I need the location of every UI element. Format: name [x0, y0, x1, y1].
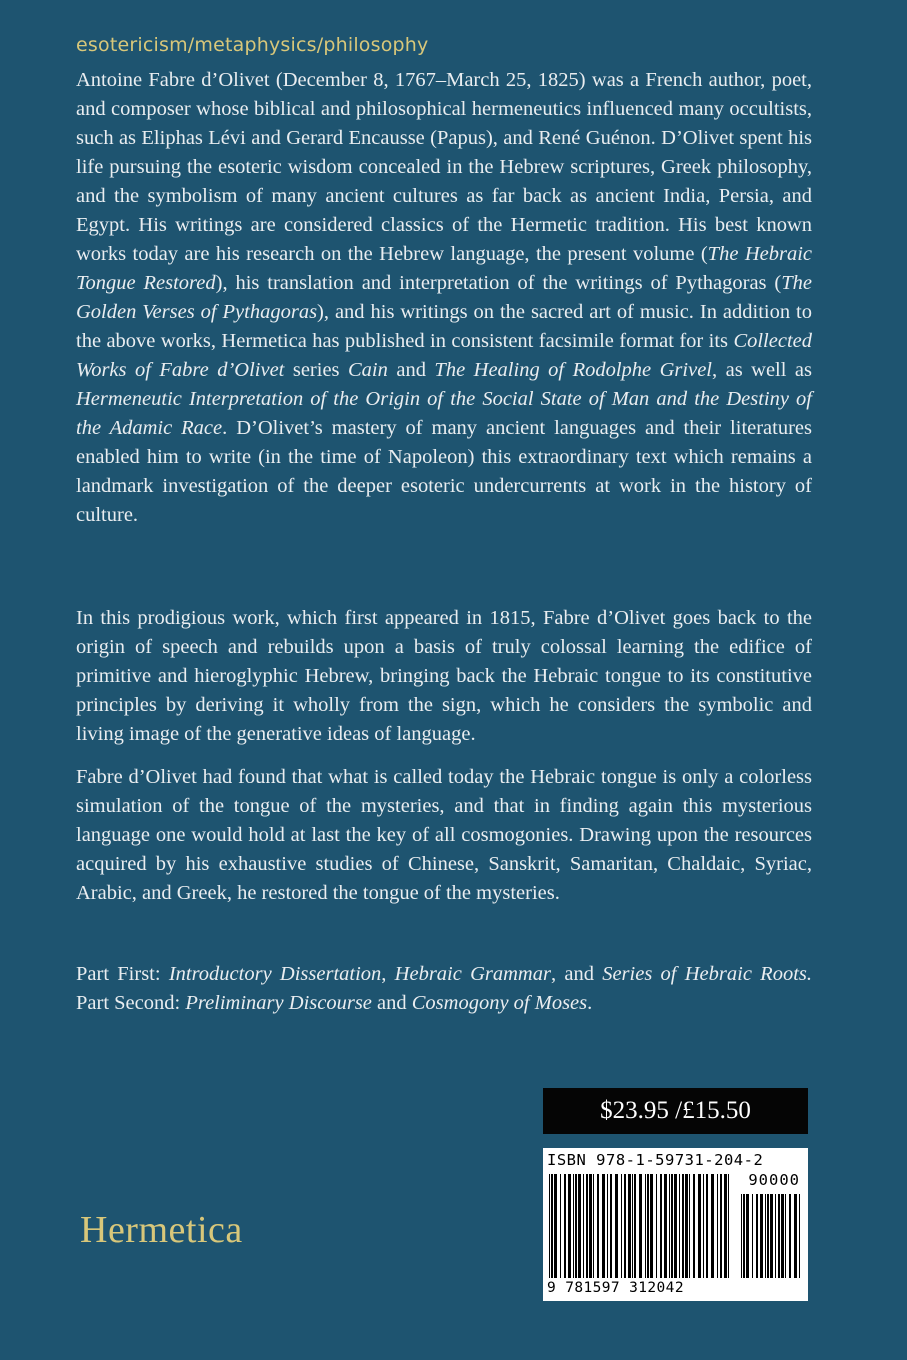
- barcode-bar: [679, 1174, 680, 1278]
- barcode-bar: [706, 1174, 708, 1278]
- publisher-logo: Hermetica: [80, 1209, 243, 1251]
- barcode-bar: [621, 1174, 622, 1278]
- p1-segment-5: Collected Works of Fabre d’Olivet: [76, 330, 812, 381]
- barcode-bar: [752, 1194, 753, 1278]
- barcode-bar: [728, 1174, 729, 1278]
- barcode-bar: [765, 1194, 766, 1278]
- barcode-bar: [639, 1174, 642, 1278]
- barcode-bar: [624, 1174, 626, 1278]
- barcode-bar: [689, 1174, 690, 1278]
- barcode-bar: [647, 1174, 649, 1278]
- barcode-bar: [589, 1174, 592, 1278]
- p4-segment-5: Series of Hebraic Roots.: [602, 963, 812, 985]
- p4-segment-8: and: [371, 992, 412, 1014]
- barcode-bar: [650, 1174, 653, 1278]
- barcode-bar: [685, 1174, 688, 1278]
- p1-segment-1: The Hebraic Tongue Restored: [76, 243, 812, 294]
- p3-segment-0: Fabre d’Olivet had found that what is called today the Hebraic tongue is only a colorless simulation of the tongue of the mysteries, and that in finding again this mysterious language one would hold at last the key of all cosmogonies. Drawing upon the resources acquired by his exhaustive studies of Chinese, Sanskrit, Samaritan, Chaldaic, Syriac, Arabic, and Greek, he restored the tongue of the mysteries.: [76, 766, 812, 904]
- barcode-box: [543, 1148, 808, 1301]
- barcode-bar: [656, 1174, 657, 1278]
- p1-segment-8: and: [387, 359, 435, 381]
- barcode-bar: [664, 1174, 667, 1278]
- p4-segment-10: .: [587, 992, 593, 1014]
- barcode-bar: [660, 1174, 662, 1278]
- description-paragraph-3: [76, 763, 812, 908]
- barcode-bar: [583, 1174, 584, 1278]
- p4-segment-7: Preliminary Discourse: [185, 992, 372, 1014]
- barcode-bar: [602, 1174, 605, 1278]
- p1-segment-7: Cain: [348, 359, 388, 381]
- barcode-bar: [669, 1174, 670, 1278]
- barcode-bar: [671, 1174, 673, 1278]
- p1-segment-10: , as well as: [712, 359, 812, 381]
- barcode-bar: [775, 1194, 776, 1278]
- barcode-bar: [586, 1174, 588, 1278]
- contents-paragraph: [76, 960, 812, 1018]
- barcode-bar: [760, 1194, 763, 1278]
- barcode-bar: [799, 1194, 800, 1278]
- p4-segment-1: Introductory Dissertation: [168, 963, 382, 985]
- barcode-bar: [551, 1174, 553, 1278]
- barcode-bar: [781, 1194, 784, 1278]
- p4-segment-3: Hebraic Grammar: [394, 963, 551, 985]
- barcode-bar: [568, 1174, 571, 1278]
- barcode-bar: [610, 1174, 612, 1278]
- barcode-bar: [628, 1174, 631, 1278]
- barcode-bar: [634, 1174, 636, 1278]
- p4-segment-2: ,: [381, 963, 395, 985]
- barcode-bar: [573, 1174, 574, 1278]
- barcode-bar: [693, 1174, 695, 1278]
- barcode-bar: [720, 1174, 722, 1278]
- category-label: esotericism/metaphysics/philosophy: [76, 34, 429, 56]
- p4-segment-9: Cosmogony of Moses: [411, 992, 588, 1014]
- p4-segment-4: , and: [550, 963, 603, 985]
- barcode-bar: [743, 1194, 745, 1278]
- barcode-bar: [615, 1174, 618, 1278]
- barcode-bar: [717, 1174, 718, 1278]
- isbn-label: ISBN 978-1-59731-204-2: [547, 1151, 764, 1169]
- p2-segment-0: In this prodigious work, which first appeared in 1815, Fabre d’Olivet goes back to the origin of speech and rebuilds upon a basis of truly colossal learning the edifice of primitive and hieroglyphic Hebrew, bringing back the Hebraic tongue to its constitutive principles by deriving it wholly from the sign, which he considers the symbolic and living image of the generative ideas of language.: [76, 607, 812, 745]
- p4-segment-0: Part First:: [76, 963, 169, 985]
- price-label: $23.95 /£15.50: [543, 1088, 808, 1134]
- barcode-bar: [767, 1194, 769, 1278]
- description-paragraph-2: [76, 604, 812, 749]
- barcode-bar: [698, 1174, 701, 1278]
- barcode-bar: [607, 1174, 608, 1278]
- p1-segment-12: . D’Olivet’s mastery of many ancient languages and their literatures enabled him to write (in the time of Napoleon) this extraordinary text which remains a landmark investigation of the deeper esoteric undercurrents at work in the history of culture.: [76, 417, 813, 526]
- p1-segment-0: Antoine Fabre d’Olivet (December 8, 1767–March 25, 1825) was a French author, poet, and composer whose biblical and philosophical hermeneutics influenced many occultists, such as Eliphas Lévi and Gerard Encausse (Papus), and René Guénon. D’Olivet spent his life pursuing the esoteric wisdom concealed in the Hebrew scriptures, Greek philosophy, and the symbolism of many ancient cultures as far back as ancient India, Persia, and Egypt. His writings are considered classics of the Hermetic tradition. His best known works today are his research on the Hebrew language, the present volume (: [76, 69, 812, 265]
- barcode-bar: [778, 1194, 780, 1278]
- p1-segment-11: Hermeneutic Interpretation of the Origin of the Social State of Man and the Destiny of the Adamic Race: [76, 388, 812, 439]
- barcode-bar: [756, 1194, 758, 1278]
- price-code: 90000: [748, 1171, 800, 1189]
- barcode-bar: [785, 1194, 786, 1278]
- p1-segment-3: The Golden Verses of Pythagoras: [76, 272, 812, 323]
- barcode-digits: 9 781597 312042: [547, 1280, 684, 1296]
- p4-segment-6: Part Second:: [76, 992, 186, 1014]
- barcode-bar: [593, 1174, 594, 1278]
- p1-segment-9: The Healing of Rodolphe Grivel: [434, 359, 712, 381]
- barcode-bar: [597, 1174, 599, 1278]
- barcode-bar: [746, 1194, 749, 1278]
- description-paragraph-1: [76, 66, 812, 530]
- barcode-bar: [682, 1174, 684, 1278]
- barcode-bar: [770, 1194, 773, 1278]
- barcode-bar: [645, 1174, 646, 1278]
- barcode-bar: [741, 1194, 742, 1278]
- barcode-bar: [632, 1174, 633, 1278]
- barcode-bar: [575, 1174, 577, 1278]
- barcode-bar: [711, 1174, 714, 1278]
- p1-segment-4: ), and his writings on the sacred art of music. In addition to the above works, Hermetica has published in consistent facsimile format for its: [76, 301, 812, 352]
- barcode-bar: [794, 1194, 797, 1278]
- barcode-bar: [560, 1174, 561, 1278]
- barcode-bar: [789, 1194, 791, 1278]
- barcode-bar: [564, 1174, 566, 1278]
- p1-segment-2: ), his translation and interpretation of the writings of Pythagoras (: [215, 272, 782, 294]
- p1-segment-6: series: [284, 359, 348, 381]
- barcode-bar: [703, 1174, 704, 1278]
- barcode-bar: [549, 1174, 550, 1278]
- barcode-bar: [724, 1174, 727, 1278]
- barcode-bar: [674, 1174, 677, 1278]
- barcode-bar: [554, 1174, 557, 1278]
- barcode-bar: [578, 1174, 581, 1278]
